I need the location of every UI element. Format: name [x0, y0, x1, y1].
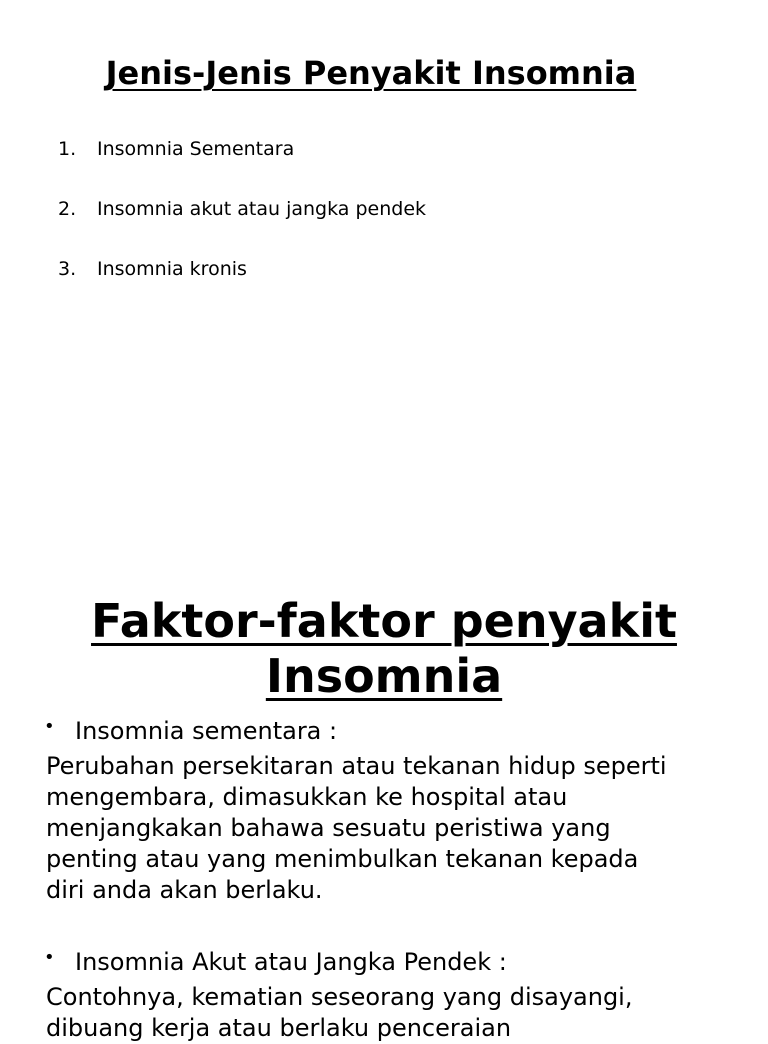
section-title-types: Jenis-Jenis Penyakit Insomnia: [105, 54, 637, 92]
section-title-line: Faktor-faktor penyakit: [91, 594, 677, 648]
bullet-heading-text: Insomnia Akut atau Jangka Pendek :: [75, 948, 507, 976]
list-item-number: 2.: [58, 198, 77, 220]
section-title-factors: [0, 594, 768, 704]
list-item-number: 3.: [58, 258, 77, 280]
paragraph-line: penting atau yang menimbulkan tekanan kepada: [46, 845, 639, 873]
bullet-paragraph: [46, 982, 746, 1044]
bullet-heading: [44, 947, 507, 977]
paragraph-line: Contohnya, kematian seseorang yang disayangi,: [46, 983, 633, 1011]
paragraph-line: dibuang kerja atau berlaku penceraian: [46, 1014, 512, 1042]
list-item: [58, 136, 426, 196]
list-item-text: Insomnia akut atau jangka pendek: [97, 198, 427, 220]
paragraph-line: mengembara, dimasukkan ke hospital atau: [46, 783, 568, 811]
bullet-heading: [44, 716, 337, 746]
section-title-line: Insomnia: [265, 649, 503, 703]
bullet-heading-text: Insomnia sementara :: [75, 717, 338, 745]
paragraph-line: Perubahan persekitaran atau tekanan hidup seperti: [46, 752, 667, 780]
insomnia-types-list: [58, 136, 426, 316]
list-item-text: Insomnia kronis: [97, 258, 247, 280]
list-item: [58, 196, 426, 256]
list-item: [58, 256, 426, 316]
list-item-text: Insomnia Sementara: [97, 138, 295, 160]
bullet-icon: •: [44, 716, 55, 737]
list-item-number: 1.: [58, 138, 77, 160]
bullet-paragraph: [46, 751, 746, 906]
paragraph-line: menjangkakan bahawa sesuatu peristiwa yang: [46, 814, 611, 842]
bullet-icon: •: [44, 947, 55, 968]
paragraph-line: diri anda akan berlaku.: [46, 876, 323, 904]
